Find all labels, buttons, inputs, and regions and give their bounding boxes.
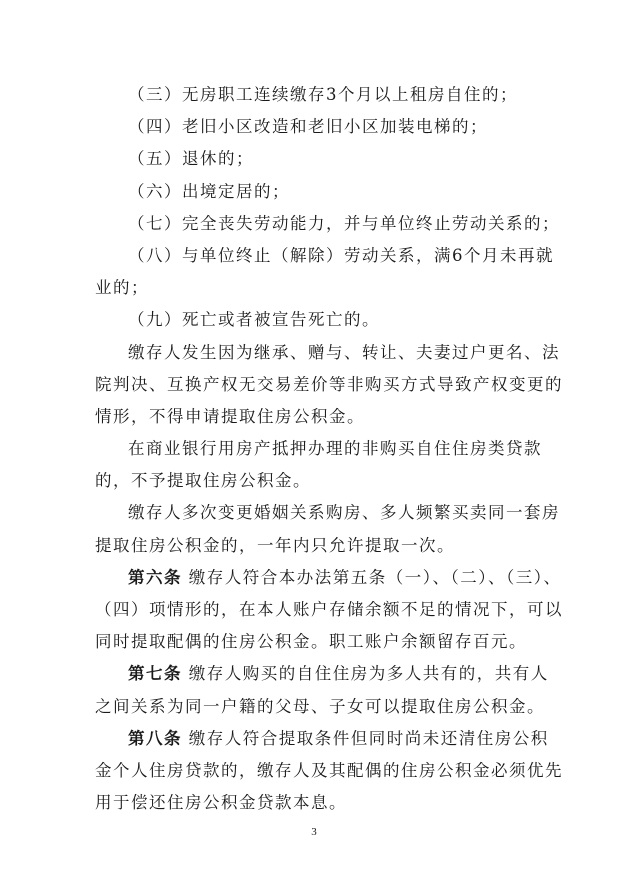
list-item-8-cont: 业的； xyxy=(95,278,149,298)
paragraph-line: 缴存人发生因为继承、赠与、转让、夫妻过户更名、法 xyxy=(128,342,560,362)
paragraph-line: 的，不予提取住房公积金。 xyxy=(95,471,311,491)
article-8-line: 用于偿还住房公积金贷款本息。 xyxy=(95,793,347,813)
list-item-9: （九）死亡或者被宣告死亡的。 xyxy=(128,310,380,330)
list-item-6: （六）出境定居的； xyxy=(128,181,290,201)
list-item-3: （三）无房职工连续缴存3个月以上租房自住的； xyxy=(128,85,518,104)
page-number: 3 xyxy=(311,826,317,838)
paragraph-line: 提取住房公积金的，一年内只允许提取一次。 xyxy=(95,535,455,555)
list-item-7: （七）完全丧失劳动能力，并与单位终止劳动关系的； xyxy=(128,213,560,233)
paragraph-line: 缴存人多次变更婚姻关系购房、多人频繁买卖同一套房 xyxy=(128,503,560,523)
paragraph-line: 在商业银行用房产抵押办理的非购买自住住房类贷款 xyxy=(128,439,542,459)
article-8-line: 金个人住房贷款的，缴存人及其配偶的住房公积金必须优先 xyxy=(95,760,563,780)
paragraph-line: 情形，不得申请提取住房公积金。 xyxy=(95,406,365,426)
article-8-line xyxy=(95,723,548,755)
paragraph-line: 院判决、互换产权无交易差价等非购买方式导致产权变更的 xyxy=(95,374,563,394)
article-6-line xyxy=(95,562,562,594)
article-6-line: （四）项情形的，在本人账户存储余额不足的情况下，可以 xyxy=(95,600,563,619)
article-6-text: 缴存人符合本办法第五条（一）、（二）、（三）、 xyxy=(188,567,562,587)
article-7-line: 之间关系为同一户籍的父母、子女可以提取住房公积金。 xyxy=(95,696,545,716)
article-7-title: 第七条 xyxy=(128,664,182,684)
article-6-line: 同时提取配偶的住房公积金。职工账户余额留存百元。 xyxy=(95,632,527,652)
list-item-4: （四）老旧小区改造和老旧小区加装电梯的； xyxy=(128,117,488,137)
article-6-title: 第六条 xyxy=(128,567,182,587)
article-7-line xyxy=(95,658,548,690)
list-item-5: （五）退休的； xyxy=(128,149,254,169)
article-7-text: 缴存人购买的自住住房为多人共有的，共有人 xyxy=(188,664,549,684)
list-item-8: （八）与单位终止（解除）劳动关系，满6个月未再就 xyxy=(128,245,554,265)
article-8-title: 第八条 xyxy=(128,728,182,748)
article-8-text: 缴存人符合提取条件但同时尚未还清住房公积 xyxy=(188,728,549,748)
document-body xyxy=(95,79,563,819)
